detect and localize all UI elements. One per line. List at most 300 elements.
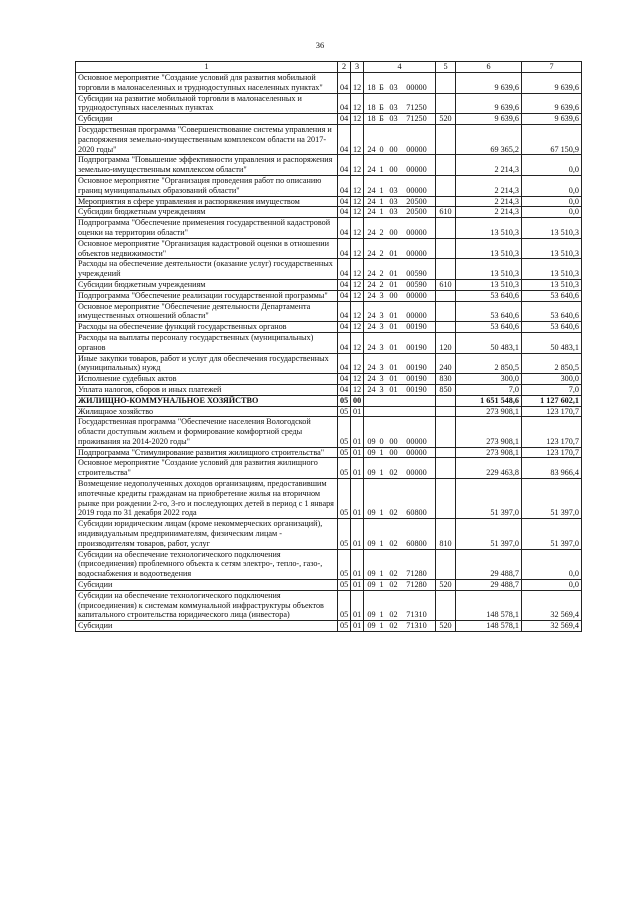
target-direction-code: 71280 [406, 580, 427, 590]
target-subprogram-code: 1 [379, 508, 384, 518]
row-amount-col7: 13 510,3 [522, 259, 582, 280]
row-subsection-code: 12 [351, 332, 364, 353]
row-section-code: 04 [338, 155, 351, 176]
row-subsection-code: 12 [351, 301, 364, 322]
target-event-code: 00 [389, 165, 398, 175]
row-expense-type: 850 [436, 384, 456, 395]
row-expense-type [436, 196, 456, 207]
row-amount-col7: 0,0 [522, 580, 582, 591]
row-amount-col6: 300,0 [456, 374, 522, 385]
target-direction-code: 20500 [406, 196, 427, 206]
row-target-article [364, 479, 436, 519]
row-target-article [364, 353, 436, 374]
row-subsection-code: 12 [351, 353, 364, 374]
row-amount-col7: 9 639,6 [522, 73, 582, 94]
target-direction-code: 60800 [406, 538, 427, 548]
target-event-code: 00 [389, 290, 398, 300]
budget-table [75, 61, 582, 632]
row-subsection-code: 12 [351, 218, 364, 239]
row-amount-col6: 13 510,3 [456, 218, 522, 239]
table-row [76, 353, 582, 374]
row-target-article [364, 590, 436, 620]
target-direction-code: 71250 [406, 103, 427, 113]
row-amount-col6: 148 578,1 [456, 590, 522, 620]
table-row [76, 259, 582, 280]
row-expense-type [436, 301, 456, 322]
target-direction-code: 00000 [406, 447, 427, 457]
row-target-article [364, 301, 436, 322]
target-program-code: 24 [367, 227, 376, 237]
row-name: Основное мероприятие "Организация проведения работ по описанию границ муниципальных образований области" [76, 175, 338, 196]
row-target-article [364, 155, 436, 176]
row-name: Субсидии на развитие мобильной торговли в малонаселенных и труднодоступных населенных пунктах [76, 93, 338, 114]
target-program-code: 18 [367, 103, 376, 113]
row-target-article [364, 93, 436, 114]
target-subprogram-code: 1 [379, 538, 384, 548]
row-section-code: 04 [338, 207, 351, 218]
row-subsection-code: 12 [351, 384, 364, 395]
table-row [76, 374, 582, 385]
target-event-code: 02 [389, 508, 398, 518]
row-subsection-code: 12 [351, 207, 364, 218]
row-subsection-code: 01 [351, 590, 364, 620]
row-expense-type [436, 238, 456, 259]
row-subsection-code: 12 [351, 322, 364, 333]
row-amount-col7: 9 639,6 [522, 93, 582, 114]
target-event-code: 03 [389, 196, 398, 206]
row-subsection-code: 12 [351, 124, 364, 154]
row-target-article [364, 458, 436, 479]
row-amount-col6: 7,0 [456, 384, 522, 395]
header-row [76, 62, 582, 73]
row-expense-type [436, 175, 456, 196]
row-section-code: 05 [338, 395, 351, 406]
target-program-code: 24 [367, 279, 376, 289]
row-amount-col6: 273 908,1 [456, 447, 522, 458]
target-subprogram-code: Б [379, 114, 384, 124]
row-target-article [364, 290, 436, 301]
row-target-article [364, 395, 436, 406]
row-expense-type [436, 479, 456, 519]
row-amount-col7: 51 397,0 [522, 479, 582, 519]
row-amount-col7: 13 510,3 [522, 218, 582, 239]
row-amount-col6: 2 214,3 [456, 196, 522, 207]
target-subprogram-code: 1 [379, 196, 384, 206]
table-row [76, 279, 582, 290]
table-row [76, 580, 582, 591]
row-target-article [364, 175, 436, 196]
table-row [76, 196, 582, 207]
target-event-code: 01 [389, 322, 398, 332]
target-subprogram-code: 0 [379, 436, 384, 446]
target-event-code: 02 [389, 621, 398, 631]
row-name: Возмещение недополученных доходов организациям, предоставившим ипотечные кредиты гражданам на приобретение жилья на вторичном рынке при рождении 2-го, 3-го и последующих детей в период с 1 января 2019 года по 31 декабря 2022 года [76, 479, 338, 519]
target-subprogram-code: 1 [379, 447, 384, 457]
table-row [76, 395, 582, 406]
row-amount-col7: 9 639,6 [522, 114, 582, 125]
row-section-code: 04 [338, 93, 351, 114]
table-row [76, 458, 582, 479]
row-expense-type: 810 [436, 519, 456, 549]
row-subsection-code: 12 [351, 238, 364, 259]
row-amount-col7: 0,0 [522, 155, 582, 176]
row-subsection-code: 12 [351, 73, 364, 94]
target-program-code: 24 [367, 290, 376, 300]
page-number: 36 [315, 40, 325, 50]
target-program-code: 24 [367, 363, 376, 373]
row-amount-col6: 50 483,1 [456, 332, 522, 353]
target-event-code: 01 [389, 269, 398, 279]
row-subsection-code: 12 [351, 196, 364, 207]
row-name: Основное мероприятие "Организация кадастровой оценки в отношении объектов недвижимости" [76, 238, 338, 259]
row-amount-col6: 229 463,8 [456, 458, 522, 479]
target-subprogram-code: 0 [379, 144, 384, 154]
table-row [76, 519, 582, 549]
row-expense-type: 520 [436, 580, 456, 591]
row-section-code: 04 [338, 353, 351, 374]
row-section-code: 05 [338, 580, 351, 591]
row-expense-type: 240 [436, 353, 456, 374]
table-row [76, 447, 582, 458]
target-event-code: 00 [389, 447, 398, 457]
row-section-code: 04 [338, 114, 351, 125]
header-cell-5: 5 [436, 62, 456, 73]
target-event-code: 02 [389, 538, 398, 548]
target-direction-code: 00000 [406, 165, 427, 175]
row-subsection-code: 12 [351, 114, 364, 125]
row-subsection-code: 12 [351, 279, 364, 290]
row-amount-col7: 123 170,7 [522, 417, 582, 447]
row-name: Подпрограмма "Повышение эффективности управления и распоряжения земельно-имущественным комплексом области" [76, 155, 338, 176]
row-section-code: 04 [338, 218, 351, 239]
target-program-code: 18 [367, 82, 376, 92]
target-subprogram-code: Б [379, 103, 384, 113]
row-section-code: 04 [338, 290, 351, 301]
row-amount-col7: 53 640,6 [522, 322, 582, 333]
row-name: Государственная программа "Совершенствование системы управления и распоряжения земельно-имущественным комплексом области на 2017-2020 годы" [76, 124, 338, 154]
row-amount-col6: 9 639,6 [456, 93, 522, 114]
target-program-code: 24 [367, 196, 376, 206]
target-program-code: 09 [367, 538, 376, 548]
table-row [76, 124, 582, 154]
header-cell-3: 3 [351, 62, 364, 73]
target-direction-code: 00000 [406, 144, 427, 154]
row-target-article [364, 196, 436, 207]
row-section-code: 04 [338, 279, 351, 290]
table-row [76, 290, 582, 301]
row-section-code: 04 [338, 259, 351, 280]
row-name: Расходы на обеспечение функций государственных органов [76, 322, 338, 333]
row-amount-col6: 53 640,6 [456, 290, 522, 301]
target-subprogram-code: 1 [379, 569, 384, 579]
row-expense-type: 610 [436, 207, 456, 218]
target-event-code: 00 [389, 144, 398, 154]
target-program-code: 24 [367, 269, 376, 279]
row-subsection-code: 01 [351, 406, 364, 417]
target-direction-code: 71280 [406, 569, 427, 579]
table-row [76, 322, 582, 333]
target-event-code: 02 [389, 569, 398, 579]
target-event-code: 03 [389, 103, 398, 113]
target-subprogram-code: 1 [379, 185, 384, 195]
target-direction-code: 00000 [406, 290, 427, 300]
target-event-code: 02 [389, 610, 398, 620]
row-section-code: 04 [338, 384, 351, 395]
table-row [76, 621, 582, 632]
target-program-code: 18 [367, 114, 376, 124]
target-program-code: 24 [367, 374, 376, 384]
table-row [76, 238, 582, 259]
row-target-article [364, 519, 436, 549]
row-expense-type [436, 290, 456, 301]
row-section-code: 05 [338, 417, 351, 447]
row-target-article [364, 322, 436, 333]
table-row [76, 207, 582, 218]
row-amount-col6: 29 488,7 [456, 580, 522, 591]
table-row [76, 549, 582, 579]
target-subprogram-code: 3 [379, 322, 384, 332]
target-program-code: 24 [367, 207, 376, 217]
target-direction-code: 20500 [406, 207, 427, 217]
target-subprogram-code: 3 [379, 374, 384, 384]
target-event-code: 01 [389, 363, 398, 373]
row-expense-type [436, 417, 456, 447]
row-amount-col7: 0,0 [522, 549, 582, 579]
row-name: Субсидии на обеспечение технологического подключения (присоединения) к системам коммунальной инфраструктуры объектов капитального строительства юридического лица (инвестора) [76, 590, 338, 620]
row-expense-type [436, 395, 456, 406]
target-event-code: 03 [389, 82, 398, 92]
row-subsection-code: 12 [351, 290, 364, 301]
target-direction-code: 00590 [406, 279, 427, 289]
target-program-code: 24 [367, 248, 376, 258]
row-name: Основное мероприятие "Создание условий для развития мобильной торговли в малонаселенных и труднодоступных населенных пунктах" [76, 73, 338, 94]
target-subprogram-code: 3 [379, 290, 384, 300]
row-expense-type [436, 406, 456, 417]
header-cell-4: 4 [364, 62, 436, 73]
row-amount-col6: 13 510,3 [456, 259, 522, 280]
row-amount-col6: 29 488,7 [456, 549, 522, 579]
target-program-code: 24 [367, 322, 376, 332]
row-name: Субсидии бюджетным учреждениям [76, 279, 338, 290]
row-section-code: 05 [338, 406, 351, 417]
target-event-code: 00 [389, 227, 398, 237]
target-program-code: 24 [367, 342, 376, 352]
target-program-code: 09 [367, 468, 376, 478]
target-subprogram-code: 1 [379, 610, 384, 620]
target-subprogram-code: 2 [379, 279, 384, 289]
row-section-code: 04 [338, 322, 351, 333]
target-direction-code: 71310 [406, 621, 427, 631]
row-name: Подпрограмма "Стимулирование развития жилищного строительства" [76, 447, 338, 458]
row-amount-col7: 0,0 [522, 196, 582, 207]
row-name: Расходы на обеспечение деятельности (оказание услуг) государственных учреждений [76, 259, 338, 280]
row-expense-type: 520 [436, 114, 456, 125]
target-program-code: 09 [367, 621, 376, 631]
table-row [76, 301, 582, 322]
target-subprogram-code: 1 [379, 207, 384, 217]
table-row [76, 114, 582, 125]
row-name: Основное мероприятие "Обеспечение деятельности Департамента имущественных отношений области" [76, 301, 338, 322]
row-amount-col6: 51 397,0 [456, 519, 522, 549]
row-section-code: 05 [338, 479, 351, 519]
row-amount-col7: 51 397,0 [522, 519, 582, 549]
target-subprogram-code: 1 [379, 580, 384, 590]
row-amount-col6: 53 640,6 [456, 322, 522, 333]
target-direction-code: 00190 [406, 363, 427, 373]
target-subprogram-code: Б [379, 82, 384, 92]
target-program-code: 09 [367, 610, 376, 620]
target-event-code: 01 [389, 279, 398, 289]
table-row [76, 218, 582, 239]
row-target-article [364, 259, 436, 280]
row-amount-col6: 148 578,1 [456, 621, 522, 632]
row-amount-col7: 83 966,4 [522, 458, 582, 479]
row-target-article [364, 621, 436, 632]
row-amount-col7: 67 150,9 [522, 124, 582, 154]
target-direction-code: 00000 [406, 468, 427, 478]
target-program-code: 24 [367, 311, 376, 321]
header-cell-7: 7 [522, 62, 582, 73]
target-subprogram-code: 2 [379, 269, 384, 279]
target-program-code: 24 [367, 185, 376, 195]
row-target-article [364, 124, 436, 154]
row-target-article [364, 549, 436, 579]
row-amount-col6: 2 214,3 [456, 175, 522, 196]
target-subprogram-code: 1 [379, 165, 384, 175]
row-section-code: 05 [338, 458, 351, 479]
target-direction-code: 00000 [406, 311, 427, 321]
target-program-code: 24 [367, 144, 376, 154]
row-name: Субсидии юридическим лицам (кроме некоммерческих организаций), индивидуальным предпринимателям, физическим лицам - производителям товаров, работ, услуг [76, 519, 338, 549]
row-name: Подпрограмма "Обеспечение применения государственной кадастровой оценки на территории области" [76, 218, 338, 239]
row-amount-col6: 53 640,6 [456, 301, 522, 322]
row-target-article [364, 447, 436, 458]
row-subsection-code: 12 [351, 93, 364, 114]
target-program-code: 24 [367, 384, 376, 394]
row-subsection-code: 01 [351, 621, 364, 632]
row-amount-col7: 32 569,4 [522, 621, 582, 632]
target-subprogram-code: 3 [379, 384, 384, 394]
row-name: Расходы на выплаты персоналу государственных (муниципальных) органов [76, 332, 338, 353]
row-expense-type [436, 590, 456, 620]
row-amount-col6: 273 908,1 [456, 406, 522, 417]
target-program-code: 09 [367, 508, 376, 518]
row-amount-col7: 7,0 [522, 384, 582, 395]
table-row [76, 417, 582, 447]
target-program-code: 09 [367, 580, 376, 590]
target-subprogram-code: 1 [379, 621, 384, 631]
row-amount-col6: 273 908,1 [456, 417, 522, 447]
row-subsection-code: 01 [351, 458, 364, 479]
table-row [76, 93, 582, 114]
row-target-article [364, 417, 436, 447]
row-amount-col7: 300,0 [522, 374, 582, 385]
row-amount-col7: 32 569,4 [522, 590, 582, 620]
row-expense-type [436, 458, 456, 479]
row-target-article [364, 332, 436, 353]
target-direction-code: 00190 [406, 342, 427, 352]
row-section-code: 05 [338, 549, 351, 579]
target-direction-code: 00190 [406, 384, 427, 394]
row-name: Государственная программа "Обеспечение населения Вологодской области доступным жильем и формирование комфортной среды проживания на 2014-2020 годы" [76, 417, 338, 447]
table-row [76, 155, 582, 176]
row-subsection-code: 12 [351, 155, 364, 176]
row-target-article [364, 580, 436, 591]
header-cell-2: 2 [338, 62, 351, 73]
row-section-code: 04 [338, 238, 351, 259]
row-target-article [364, 406, 436, 417]
row-amount-col7: 0,0 [522, 175, 582, 196]
header-cell-1: 1 [76, 62, 338, 73]
row-expense-type [436, 259, 456, 280]
row-subsection-code: 00 [351, 395, 364, 406]
target-program-code: 09 [367, 569, 376, 579]
row-name: ЖИЛИЩНО-КОММУНАЛЬНОЕ ХОЗЯЙСТВО [76, 395, 338, 406]
target-event-code: 03 [389, 114, 398, 124]
row-expense-type [436, 322, 456, 333]
target-direction-code: 71250 [406, 114, 427, 124]
row-amount-col6: 1 651 548,6 [456, 395, 522, 406]
target-event-code: 00 [389, 436, 398, 446]
row-subsection-code: 01 [351, 519, 364, 549]
row-name: Субсидии [76, 621, 338, 632]
row-section-code: 05 [338, 590, 351, 620]
row-target-article [364, 207, 436, 218]
target-program-code: 09 [367, 447, 376, 457]
target-direction-code: 00190 [406, 322, 427, 332]
target-direction-code: 00000 [406, 436, 427, 446]
table-body [76, 73, 582, 632]
row-amount-col6: 2 214,3 [456, 155, 522, 176]
target-event-code: 03 [389, 185, 398, 195]
table-row [76, 479, 582, 519]
row-amount-col7: 13 510,3 [522, 238, 582, 259]
row-name: Жилищное хозяйство [76, 406, 338, 417]
row-subsection-code: 01 [351, 549, 364, 579]
row-expense-type [436, 73, 456, 94]
row-name: Субсидии [76, 114, 338, 125]
target-event-code: 02 [389, 580, 398, 590]
table-row [76, 384, 582, 395]
row-amount-col6: 51 397,0 [456, 479, 522, 519]
row-amount-col7: 123 170,7 [522, 406, 582, 417]
row-name: Исполнение судебных актов [76, 374, 338, 385]
row-target-article [364, 384, 436, 395]
target-direction-code: 00590 [406, 269, 427, 279]
target-event-code: 03 [389, 207, 398, 217]
target-direction-code: 00000 [406, 248, 427, 258]
row-subsection-code: 01 [351, 479, 364, 519]
row-name: Подпрограмма "Обеспечение реализации государственной программы" [76, 290, 338, 301]
target-direction-code: 00190 [406, 374, 427, 384]
target-direction-code: 00000 [406, 185, 427, 195]
row-amount-col7: 123 170,7 [522, 447, 582, 458]
header-cell-6: 6 [456, 62, 522, 73]
row-target-article [364, 218, 436, 239]
row-amount-col7: 50 483,1 [522, 332, 582, 353]
row-expense-type: 120 [436, 332, 456, 353]
row-subsection-code: 01 [351, 447, 364, 458]
row-subsection-code: 01 [351, 580, 364, 591]
row-amount-col6: 9 639,6 [456, 114, 522, 125]
row-expense-type: 520 [436, 621, 456, 632]
target-event-code: 01 [389, 248, 398, 258]
row-section-code: 05 [338, 621, 351, 632]
row-target-article [364, 73, 436, 94]
row-name: Субсидии на обеспечение технологического подключения (присоединения) проблемного объекта к сетям электро-, тепло-, газо-, водоснабжения и водоотведения [76, 549, 338, 579]
row-amount-col6: 2 850,5 [456, 353, 522, 374]
row-name: Уплата налогов, сборов и иных платежей [76, 384, 338, 395]
